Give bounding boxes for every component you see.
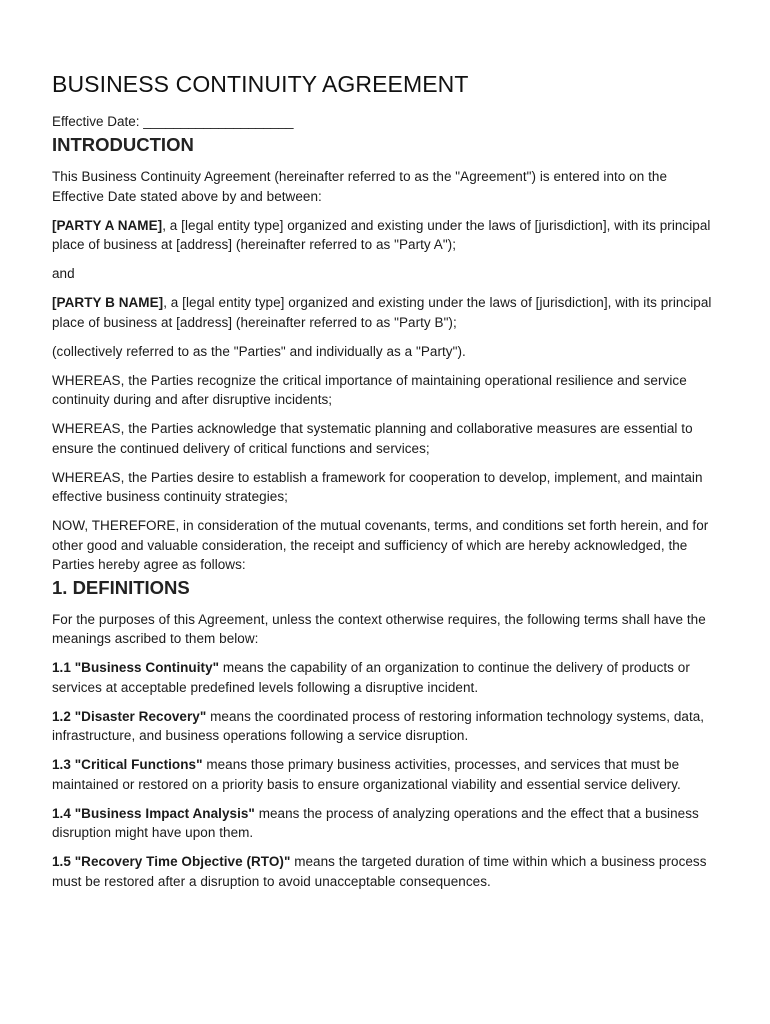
definition-item bbox=[52, 658, 722, 697]
definition-term: 1.1 "Business Continuity" bbox=[52, 660, 220, 675]
definition-item bbox=[52, 707, 722, 746]
definition-text: means the process of analyzing operations and the effect that a business disruption might have upon them. bbox=[52, 805, 699, 840]
introduction-heading: INTRODUCTION bbox=[52, 134, 194, 155]
collective-paragraph: (collectively referred to as the "Parties" and individually as a "Party"). bbox=[52, 343, 466, 359]
party-b-paragraph bbox=[52, 293, 722, 332]
definitions-intro: For the purposes of this Agreement, unless the context otherwise requires, the following terms shall have the meanings ascribed to them below: bbox=[52, 611, 706, 646]
document-title: BUSINESS CONTINUITY AGREEMENT bbox=[52, 71, 469, 97]
definition-item bbox=[52, 804, 722, 843]
definition-term: 1.2 "Disaster Recovery" bbox=[52, 708, 207, 724]
intro-paragraph: This Business Continuity Agreement (hereinafter referred to as the "Agreement") is entered into on the Effective Date stated above by and between: bbox=[52, 169, 668, 204]
definition-term: 1.4 "Business Impact Analysis" bbox=[52, 805, 255, 821]
whereas-paragraph-1: WHEREAS, the Parties recognize the critical importance of maintaining operational resilience and service continuity during and after disruptive incidents; bbox=[52, 372, 687, 407]
effective-date-line: Effective Date: ____________________ bbox=[52, 114, 294, 129]
definition-text: means the capability of an organization to continue the delivery of products or services at acceptable predefined levels following a disruptive incident. bbox=[52, 660, 690, 695]
party-b-description: , a [legal entity type] organized and existing under the laws of [jurisdiction], with its principal place of business at [address] (hereinafter referred to as "Party B"); bbox=[52, 295, 712, 330]
document-page bbox=[52, 66, 722, 891]
definition-term: 1.3 "Critical Functions" bbox=[52, 757, 203, 772]
party-a-name: [PARTY A NAME] bbox=[52, 217, 163, 233]
definition-term: 1.5 "Recovery Time Objective (RTO)" bbox=[52, 854, 291, 869]
definition-item bbox=[52, 755, 722, 794]
definitions-heading: 1. DEFINITIONS bbox=[52, 576, 190, 598]
party-a-description: , a [legal entity type] organized and existing under the laws of [jurisdiction], with its principal place of business at [address] (hereinafter referred to as "Party A"); bbox=[52, 217, 711, 252]
whereas-paragraph-3: WHEREAS, the Parties desire to establish a framework for cooperation to develop, implement, and maintain effective business continuity strategies; bbox=[52, 469, 703, 504]
now-therefore-paragraph: NOW, THEREFORE, in consideration of the mutual covenants, terms, and conditions set forth herein, and for other good and valuable consideration, the receipt and sufficiency of which are hereby acknowledged, the Parties hereby agree as follows: bbox=[52, 518, 709, 572]
definition-text: means those primary business activities, processes, and services that must be maintained or restored on a priority basis to ensure organizational viability and essential service delivery. bbox=[52, 757, 681, 792]
party-a-paragraph bbox=[52, 216, 722, 255]
whereas-paragraph-2: WHEREAS, the Parties acknowledge that systematic planning and collaborative measures are essential to ensure the continued delivery of critical functions and services; bbox=[52, 421, 693, 456]
definition-item bbox=[52, 852, 722, 891]
party-b-name: [PARTY B NAME] bbox=[52, 295, 164, 310]
definition-text: means the coordinated process of restoring information technology systems, data, infrastructure, and business operations following a service disruption. bbox=[52, 708, 705, 743]
and-paragraph: and bbox=[52, 266, 75, 281]
definition-text: means the targeted duration of time within which a business process must be restored after a disruption to avoid unacceptable consequences. bbox=[52, 854, 707, 889]
